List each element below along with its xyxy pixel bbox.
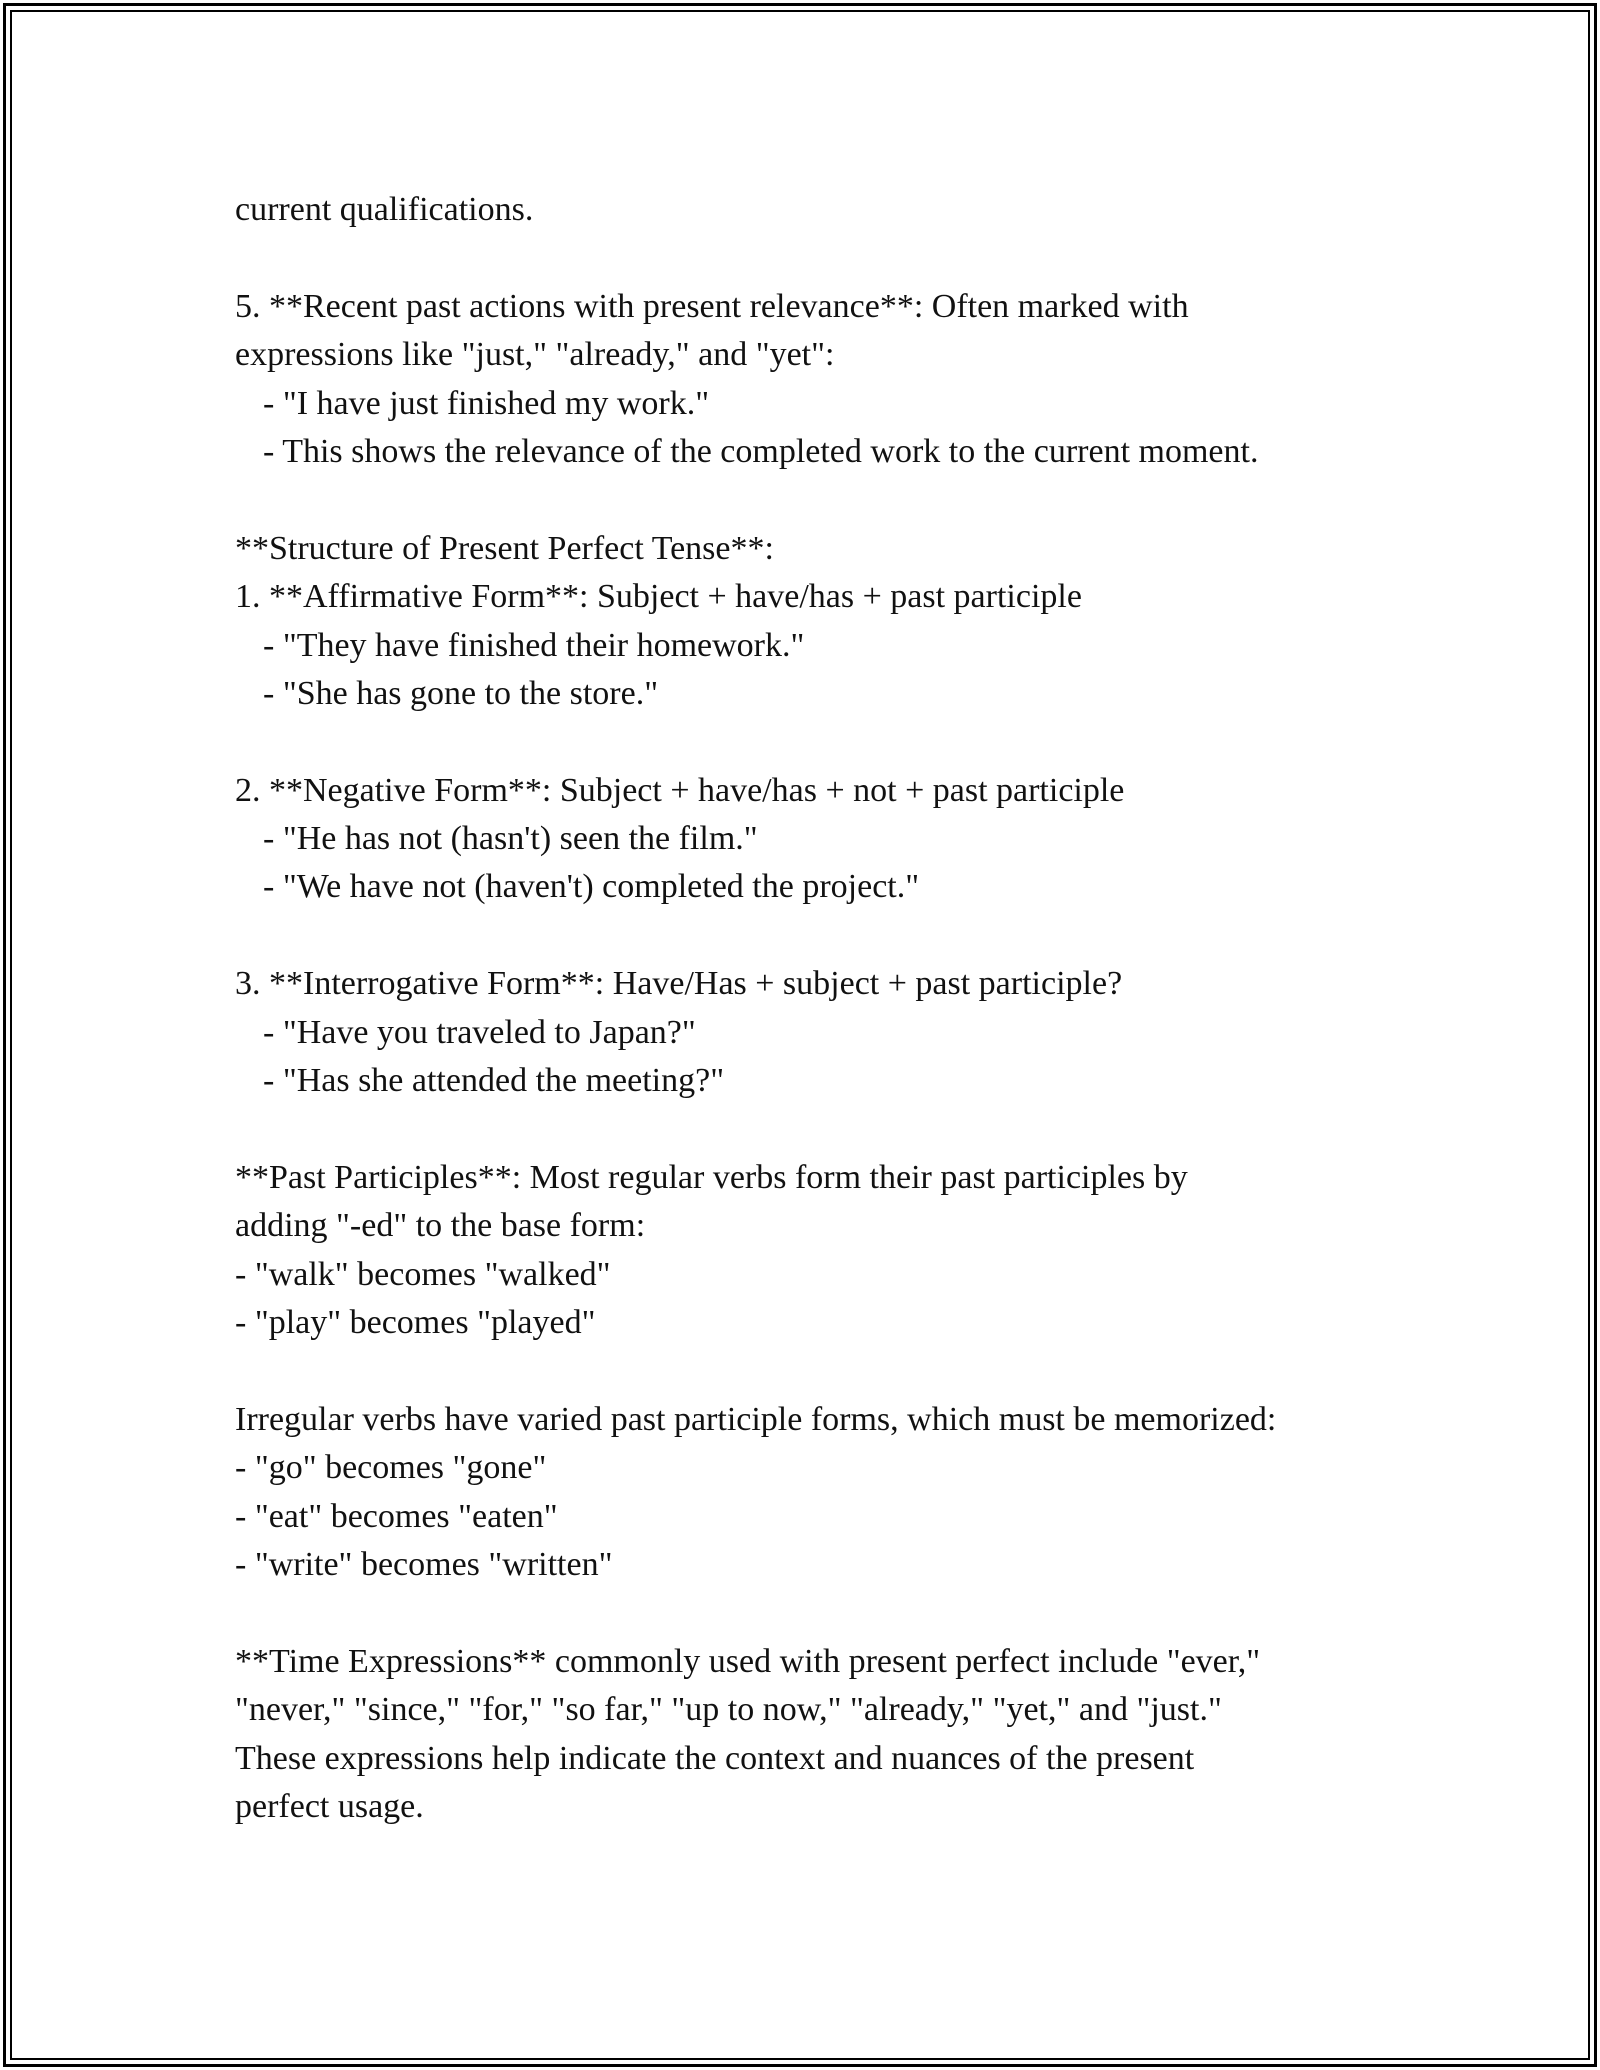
text-line: expressions like "just," "already," and "yet": [235,336,835,374]
blank-line [235,1589,1435,1637]
indented-text-line: - "I have just finished my work." [263,384,710,422]
text-line: - "go" becomes "gone" [235,1449,547,1487]
text-line: **Past Participles**: Most regular verbs form their past participles by [235,1158,1188,1196]
text-line: adding "-ed" to the base form: [235,1207,646,1245]
blank-line [235,912,1435,960]
blank-line [235,476,1435,524]
text-line: - "eat" becomes "eaten" [235,1497,558,1535]
document-body [235,186,1435,1831]
indented-text-line: - "She has gone to the store." [263,674,659,712]
text-line: 2. **Negative Form**: Subject + have/has + not + past participle [235,771,1125,809]
blank-line [235,234,1435,282]
indented-text-line: - "Has she attended the meeting?" [263,1062,725,1100]
text-line: 5. **Recent past actions with present relevance**: Often marked with [235,287,1189,325]
blank-line [235,1105,1435,1153]
text-line: Irregular verbs have varied past participle forms, which must be memorized: [235,1400,1277,1438]
text-line: perfect usage. [235,1787,424,1825]
text-line: - "write" becomes "written" [235,1545,613,1583]
text-line: These expressions help indicate the context and nuances of the present [235,1739,1195,1777]
text-line: **Structure of Present Perfect Tense**: [235,529,774,567]
text-line: **Time Expressions** commonly used with present perfect include "ever," [235,1642,1261,1680]
indented-text-line: - This shows the relevance of the completed work to the current moment. [263,432,1259,470]
text-line: "never," "since," "for," "so far," "up to now," "already," "yet," and "just." [235,1691,1222,1729]
indented-text-line: - "Have you traveled to Japan?" [263,1013,696,1051]
text-line: 1. **Affirmative Form**: Subject + have/has + past participle [235,578,1082,616]
indented-text-line: - "They have finished their homework." [263,626,805,664]
indented-text-line: - "We have not (haven't) completed the project." [263,868,920,906]
blank-line [235,1347,1435,1395]
text-line: - "walk" becomes "walked" [235,1255,611,1293]
indented-text-line: - "He has not (hasn't) seen the film." [263,820,758,858]
text-line: - "play" becomes "played" [235,1303,596,1341]
text-line: 3. **Interrogative Form**: Have/Has + subject + past participle? [235,965,1123,1003]
blank-line [235,718,1435,766]
text-line: current qualifications. [235,191,534,228]
